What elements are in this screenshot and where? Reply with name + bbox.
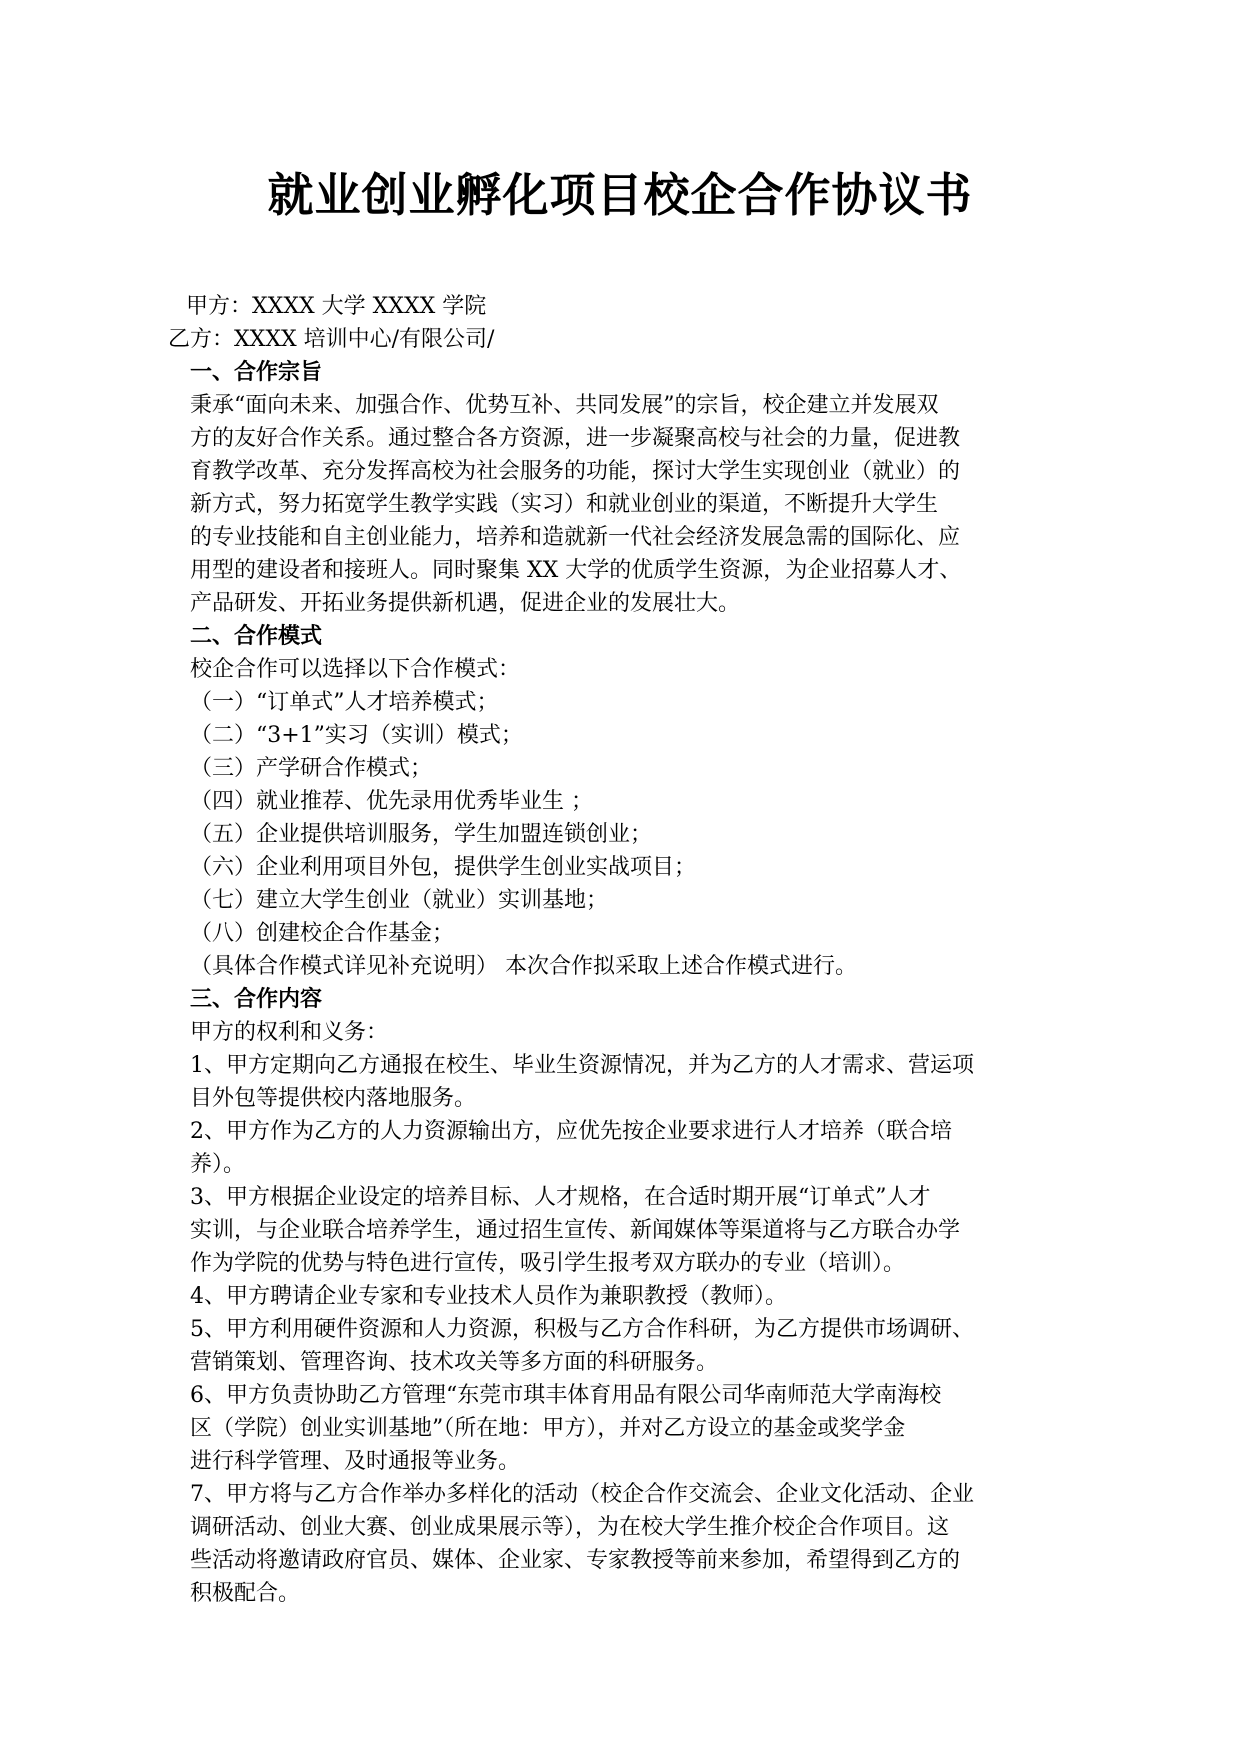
clause-line: 3、甲方根据企业设定的培养目标、人才规格，在合适时期开展“订单式”人才 xyxy=(190,1185,931,1210)
clause-line: 7、甲方将与乙方合作举办多样化的活动（校企合作交流会、企业文化活动、企业 xyxy=(190,1482,974,1507)
content-intro: 甲方的权利和义务： xyxy=(190,1020,389,1045)
mode-item: （五）企业提供培训服务，学生加盟连锁创业； xyxy=(190,822,653,847)
clause-line: 养）。 xyxy=(190,1152,246,1177)
clause-line: 区（学院）创业实训基地”（所在地：甲方），并对乙方设立的基金或奖学金 xyxy=(190,1416,906,1441)
purpose-line: 产品研发、开拓业务提供新机遇，促进企业的发展壮大。 xyxy=(190,591,741,616)
clause-line: 2、甲方作为乙方的人力资源输出方，应优先按企业要求进行人才培养（联合培 xyxy=(190,1119,952,1144)
mode-item: （二）“3+1”实习（实训）模式； xyxy=(190,723,523,748)
document-title: 就业创业孵化项目校企合作协议书 xyxy=(267,168,973,222)
clause-line: 些活动将邀请政府官员、媒体、企业家、专家教授等前来参加，希望得到乙方的 xyxy=(190,1548,961,1573)
modes-note: （具体合作模式详见补充说明） 本次合作拟采取上述合作模式进行。 xyxy=(190,954,857,979)
mode-item: （七）建立大学生创业（就业）实训基地； xyxy=(190,888,609,913)
purpose-line: 方的友好合作关系。通过整合各方资源，进一步凝聚高校与社会的力量，促进教 xyxy=(190,426,961,451)
clause-line: 调研活动、创业大赛、创业成果展示等），为在校大学生推介校企合作项目。这 xyxy=(190,1515,950,1540)
modes-intro: 校企合作可以选择以下合作模式： xyxy=(190,657,521,682)
clause-line: 目外包等提供校内落地服务。 xyxy=(190,1086,477,1111)
clause-line: 1、甲方定期向乙方通报在校生、毕业生资源情况，并为乙方的人才需求、营运项 xyxy=(190,1053,974,1078)
mode-item: （四）就业推荐、优先录用优秀毕业生 ； xyxy=(190,789,593,814)
clause-line: 6、甲方负责协助乙方管理“东莞市琪丰体育用品有限公司华南师范大学南海校 xyxy=(190,1383,942,1408)
clause-line: 积极配合。 xyxy=(190,1581,301,1606)
mode-item: （六）企业利用项目外包，提供学生创业实战项目； xyxy=(190,855,697,880)
clause-line: 进行科学管理、及时通报等业务。 xyxy=(190,1449,521,1474)
purpose-line: 育教学改革、充分发挥高校为社会服务的功能，探讨大学生实现创业（就业）的 xyxy=(190,459,961,484)
party-b: 乙方：XXXX 培训中心/有限公司/ xyxy=(168,327,495,352)
mode-item: （八）创建校企合作基金； xyxy=(190,921,455,946)
purpose-line: 用型的建设者和接班人。同时聚集 XX 大学的优质学生资源，为企业招募人才、 xyxy=(190,558,962,583)
section-heading-content: 三、合作内容 xyxy=(190,987,323,1012)
purpose-line: 秉承“面向未来、加强合作、优势互补、共同发展”的宗旨，校企建立并发展双 xyxy=(190,393,939,418)
mode-item: （三）产学研合作模式； xyxy=(190,756,433,781)
clause-line: 4、甲方聘请企业专家和专业技术人员作为兼职教授（教师）。 xyxy=(190,1284,787,1309)
document-body xyxy=(190,356,1070,1610)
clause-line: 5、甲方利用硬件资源和人力资源，积极与乙方合作科研，为乙方提供市场调研、 xyxy=(190,1317,974,1342)
party-a: 甲方：XXXX 大学 XXXX 学院 xyxy=(186,294,487,319)
section-heading-modes: 二、合作模式 xyxy=(190,624,323,649)
section-heading-purpose: 一、合作宗旨 xyxy=(190,360,323,385)
clause-line: 实训，与企业联合培养学生，通过招生宣传、新闻媒体等渠道将与乙方联合办学 xyxy=(190,1218,961,1243)
mode-item: （一）“订单式”人才培养模式； xyxy=(190,690,499,715)
purpose-line: 新方式，努力拓宽学生教学实践（实习）和就业创业的渠道，不断提升大学生 xyxy=(190,492,939,517)
clause-line: 营销策划、管理咨询、技术攻关等多方面的科研服务。 xyxy=(190,1350,719,1375)
parties-block xyxy=(0,290,1240,356)
purpose-line: 的专业技能和自主创业能力，培养和造就新一代社会经济发展急需的国际化、应 xyxy=(190,525,961,550)
clause-line: 作为学院的优势与特色进行宣传，吸引学生报考双方联办的专业（培训）。 xyxy=(190,1251,906,1276)
